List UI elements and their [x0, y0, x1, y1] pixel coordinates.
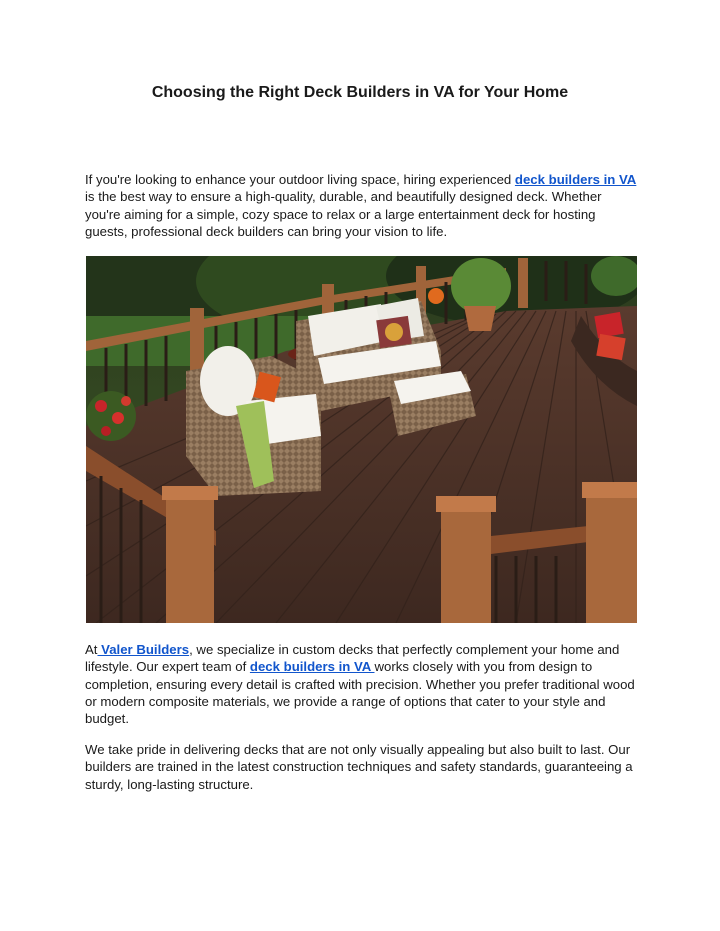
about-paragraph	[85, 641, 637, 727]
valer-builders-link[interactable]: Valer Builders	[97, 642, 190, 657]
about-text-middle: , we specialize in custom decks that perfectly complement your home and lifestyle. Our expert team of	[85, 642, 620, 675]
deck-builders-link[interactable]: deck builders in VA	[514, 172, 637, 187]
intro-paragraph	[85, 171, 637, 240]
deck-photo	[86, 256, 637, 623]
document-title: Choosing the Right Deck Builders in VA for Your Home	[151, 84, 569, 101]
about-text-after: works closely with you from design to completion, ensuring every detail is crafted with precision. Whether you prefer traditional wood or modern composite materials, we provide a range of options that cater to your style and budget.	[85, 659, 635, 727]
about-lead: At	[85, 642, 98, 657]
pride-paragraph: We take pride in delivering decks that are not only visually appealing but also built to last. Our builders are trained in the latest construction techniques and safety standards, guaranteeing a sturdy, long-lasting structure.	[85, 742, 633, 792]
intro-text-after: is the best way to ensure a high-quality, durable, and beautifully designed deck. Whether you're aiming for a simple, cozy space to relax or a large entertainment deck for hosting guests, professional deck builders can bring your vision to life.	[85, 189, 602, 239]
deck-builders-link-2[interactable]: deck builders in VA	[249, 659, 375, 675]
intro-text-before: If you're looking to enhance your outdoor living space, hiring experienced	[85, 172, 515, 187]
